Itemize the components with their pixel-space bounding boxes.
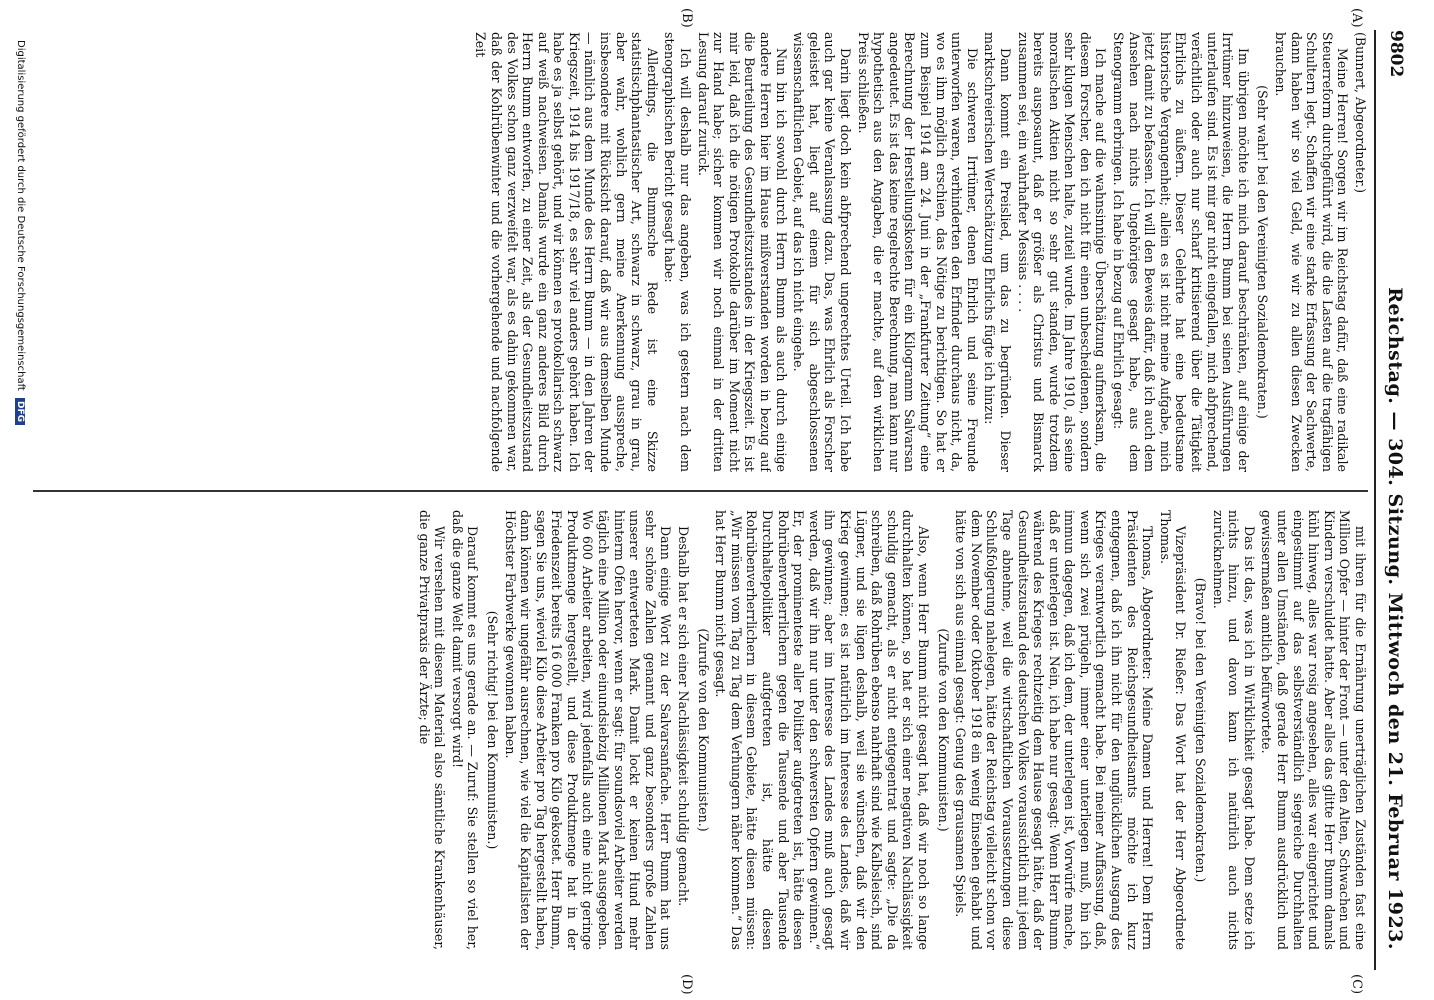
margin-letter-c: (C)	[1349, 974, 1364, 995]
interjection: (Zurufe von den Kommunisten.)	[935, 628, 951, 832]
paragraph: Darin liegt doch kein abfprechend ungerechtes Urteil. Ich habe auch gar keine Veranlassung dazu. Das, was Ehrlich als Forscher geleistet hat, liegt auf einem für sich abgeschlossenen wissenschaftlichen Gebiet, auf das ich nicht eingehe.	[791, 32, 853, 472]
paragraph: Darauf kommt es uns gerade an. — Zuruf: Sie stellen so viel her, daß die ganze Welt damit versorgt wird!	[449, 510, 481, 950]
right-column	[33, 510, 1368, 950]
paragraph: Meine Herren! Sorgen wir im Reichstag dafür, daß eine radikale Steuerreform durchgeführt wird, die die Lasten auf die tragfähigen Schultern legt. Schaffen wir eine starke Erfassung der Sachwerte, dann haben wir so viel Geld, wie wir zu allen diesen Zwecken brauchen.	[1273, 32, 1351, 472]
paragraph: Deshalb hat er sich einer Nachlässigkeit schuldig gemacht.	[676, 526, 692, 907]
header-rule	[1374, 30, 1376, 970]
column-divider	[33, 490, 1368, 492]
funding-footer	[15, 40, 26, 960]
interjection: (Bravo! bei den Vereinigten Sozialdemokraten.)	[1193, 577, 1209, 883]
left-column	[33, 32, 1368, 472]
paragraph: Wir versehen mit diesem Material also sämtliche Krankenhäuser, die ganze Privatpraxis der Ärzte; die	[416, 510, 448, 950]
paragraph: Das ist das, was ich in Wirklichkeit gesagt habe. Dem setze ich nichts hinzu, und davon kann ich natürlich auch nichts zurücknehmen.	[1210, 510, 1257, 950]
paragraph: Dann kommt ein Preislied, um das zu begründen. Dieser marktschreierischen Wertschätzung Ehrlichs fügte ich hinzu:	[982, 32, 1013, 472]
running-head: Reichstag. — 304. Sitzung. Mittwoch den 21. Februar 1923.	[1384, 287, 1406, 950]
paragraph: Vizepräsident Dr. Rießer: Das Wort hat der Herr Abgeordnete Thomas.	[1157, 510, 1189, 950]
page-header	[1376, 30, 1406, 970]
margin-letter-d: (D)	[679, 974, 694, 995]
quote-paragraph: Die schweren Irrtümer, denen Ehrlich und seine Freunde unterworfen waren, verhinderten den Erfinder durchaus nicht, da, wo es ihm möglich erschien, das Nötige zu berichtigen. So hat er zum Beispiel 1914 am 24. Juni in der „Frankfurter Zeitung“ eine Berechnung der Herstellungskosten für ein Kilogramm Salvarsan angedeutet. Es ist das keine regelrechte Berechnung, man kann nur hypothetisch aus den Angaben, die er machte, auf den wirklichen Preis schließen.	[855, 32, 980, 472]
paragraph: Dann einige Wort zu der Salvarsanfache. Herr Bumm hat uns sehr schöne Zahlen genannt und ganz besonders große Zahlen unserer entwerteten Mark. Damit lockt er keinen Hund mehr hinterm Ofen hervor, wenn er sagt: für soundsoviel Arbeiter werden täglich eine Million oder einundsiebzig Millionen Mark ausgegeben. Wo 600 Arbeiter arbeiten, wird jedenfalls auch eine nicht geringe Produktmenge hergestellt, und diese Produktmenge hat in der Friedenszeit bereits 16 000 Franken pro Kilo gekostet. Herr Bumm, sagen Sie uns, wieviel Kilo diese Arbeiter pro Tag hergestellt haben, dann können wir ungefähr ausrechnen, wie viel die Kapitalisten der Höchster Farbwerke gewonnen haben.	[502, 510, 674, 950]
paragraph: Also, wenn Herr Bumm nicht gesagt hat, daß wir noch so lange durchhalten können, so hat er sich einer negativen Nachlässigkeit schuldig gemacht, als er nicht entgegentrat und sagte: „Die da schreiben, daß Rohrüben ebenso nahrhaft sind wie Kalbsleisch, sind Lügner, und sie lügen deshalb, weil sie wünschen, daß wir den Krieg gewinnen; es ist natürlich im Interesse des Landes, daß wir ihn gewinnen; aber im Interesse des Landes muß auch gesagt werden, daß wir ihn nur unter den schwersten Opfern gewinnen.“ Er, der prominenteste aller Politiker aufgetreten ist, hätte diesen Rohrübenverherrlichern gegen die Tausende und aber Tausende Durchhaltepolitiker aufgetreten ist, hätte diesen Rohrübenverherrlichern in diesem Gebiete, hätte diesen müssen: „Wir müssen vom Tag zu Tag dem Verhungern näher kommen.“ Das hat Herr Bumm nicht gesagt.	[713, 510, 931, 950]
paragraph: Nun bin ich sowohl durch Herrn Bumm als auch durch einige andere Herren hier im Hause mißverstanden worden in bezug auf die Beurteilung des Gesundheitszustandes in der Kriegszeit. Es ist mir leid, daß ich die nötigen Protokolle darüber im Moment nicht zur Hand habe; sicher kommen wir noch einmal in der dritten Lesung darauf zurück.	[695, 32, 789, 472]
margin-letter-a: (A)	[1349, 8, 1364, 28]
paragraph: mit ihren für die Ernährung unerträglichen Zuständen fast eine Million Opfer — hinter der Front — unter den Alten, Schwachen und Kindern verschuldet hatte. Aber alles das glitte Herr Bumm damals kühl hinweg, alles war rosig angesehen, alles war eingerichtet und eingestimmt auf das selbstverständlich siegreiche Durchhalten unter allen Umständen, daß gerade Herr Bumm ausdrücklich und gewissermaßen amtlich befürwortete.	[1259, 510, 1368, 950]
dfg-logo-icon: DFG	[15, 398, 25, 425]
quote-paragraph: Ich mache auf die wahnsinnige Überschätzung aufmerksam, die diesem Forscher, den ich nicht für einen unbescheidenen, sondern sehr klugen Menschen halte, zuteil wurde. Im Jahre 1910, als seine moralischen Aktien nicht so sehr gut standen, wurde trotzdem bereits ausposaunt, daß er größer als Christus und Bismarck zusammen sei, ein wahrhafter Messias . . . .	[1015, 32, 1109, 472]
quote-paragraph: Allerdings, die Bummsche Rede ist eine Skizze statistischphantastischer Art, schwarz in schwarz, grau in grau, aber wahr, wohlich gern meine Anerkennung ausspreche, insbesondere mit Rücksicht darauf, daß wir aus demselben Munde — nämlich aus dem Munde des Herrn Bumm — in den Jahren der Kriegszeit, 1914 bis 1917/18, es sehr viel anders gehört haben. Ich habe es ja selbst gehört, und wir können es protokollarisch schwarz auf weiß nachweisen. Damals wurde ein ganz anderes Bild durch Herrn Bumm entworfen, zu einer Zeit, als der Gesundheitszustand des Volkes schon ganz verzweifelt war, als es dahin gekommen war, daß der Kohlrübenwinter und die vorhergehende und nachfolgende Zeit	[473, 32, 660, 472]
paragraph: Ich will deshalb nur das angeben, was ich gestern nach dem stenographischen Bericht gesagt habe:	[662, 32, 694, 472]
speaker-line: (Bunnert, Abgeordneter.)	[1353, 32, 1368, 194]
interjection: (Sehr wahr! bei den Vereinigten Sozialdemokraten.)	[1255, 85, 1271, 419]
page-number: 9802	[1386, 30, 1406, 78]
interjection: (Sehr richtig! bei den Kommunisten.)	[484, 610, 500, 850]
margin-letter-b: (B)	[679, 8, 694, 28]
paragraph: Thomas, Abgeordneter: Meine Damen und Herren! Dem Herrn Präsidenten des Reichsgesundheitsamts möchte ich kurz entgegnen, daß ich ihn nicht für den unglücklichen Ausgang des Krieges verantwortlich gemacht habe. Bei meiner Auffassung, daß, wenn sich zwei prügeln, immer einer unterliegen muß, bin ich immun dagegen, daß ich dem, der unterlegen ist, Vorwürfe mache, daß er unterlegen ist. Nein, ich habe nur gesagt: Wenn Herr Bumm während des Krieges rechtzeitig dem Hause gesagt hätte, daß der Gesundheitszustand des deutschen Volkes voraussichtlich mit jedem Tage abnehme, weil die wirtschaftlichen Voraussetzungen diese Schlußfolgerung nahelegen, hätte der Reichstag vielleicht schon vor dem November oder Oktober 1918 ein wenig Einsehen gehabt und hätte von sich aus einmal gesagt: Genug des grausamen Spiels.	[953, 510, 1156, 950]
interjection: (Zurufe von den Kommunisten.)	[695, 628, 711, 832]
paragraph: Im übrigen möchte ich mich darauf beschränken, auf einige der Irrtümer hinzuweisen, die Herrn Bumm bei seinen Ausführungen unterlaufen sind. Es ist mir gar nicht eingefallen, mich abfprechend, verächtlich oder auch nur scharf kritisierend über die Tätigkeit Ehrlichs zu äußern. Dieser Gelehrte hat eine bedeutsame historische Vergangenheit; allein es ist nicht meine Aufgabe, mich jetzt damit zu befassen. Ich will den Beweis dafür, daß ich auch dem Ansehen nach nichts Ungehöriges gesagt habe, aus dem Stenogramm erbringen. Ich habe in bezug auf Ehrlich gesagt:	[1111, 32, 1251, 472]
funding-text: Digitalisierung gefördert durch die Deutsche Forschungsgemeinschaft	[15, 40, 26, 391]
